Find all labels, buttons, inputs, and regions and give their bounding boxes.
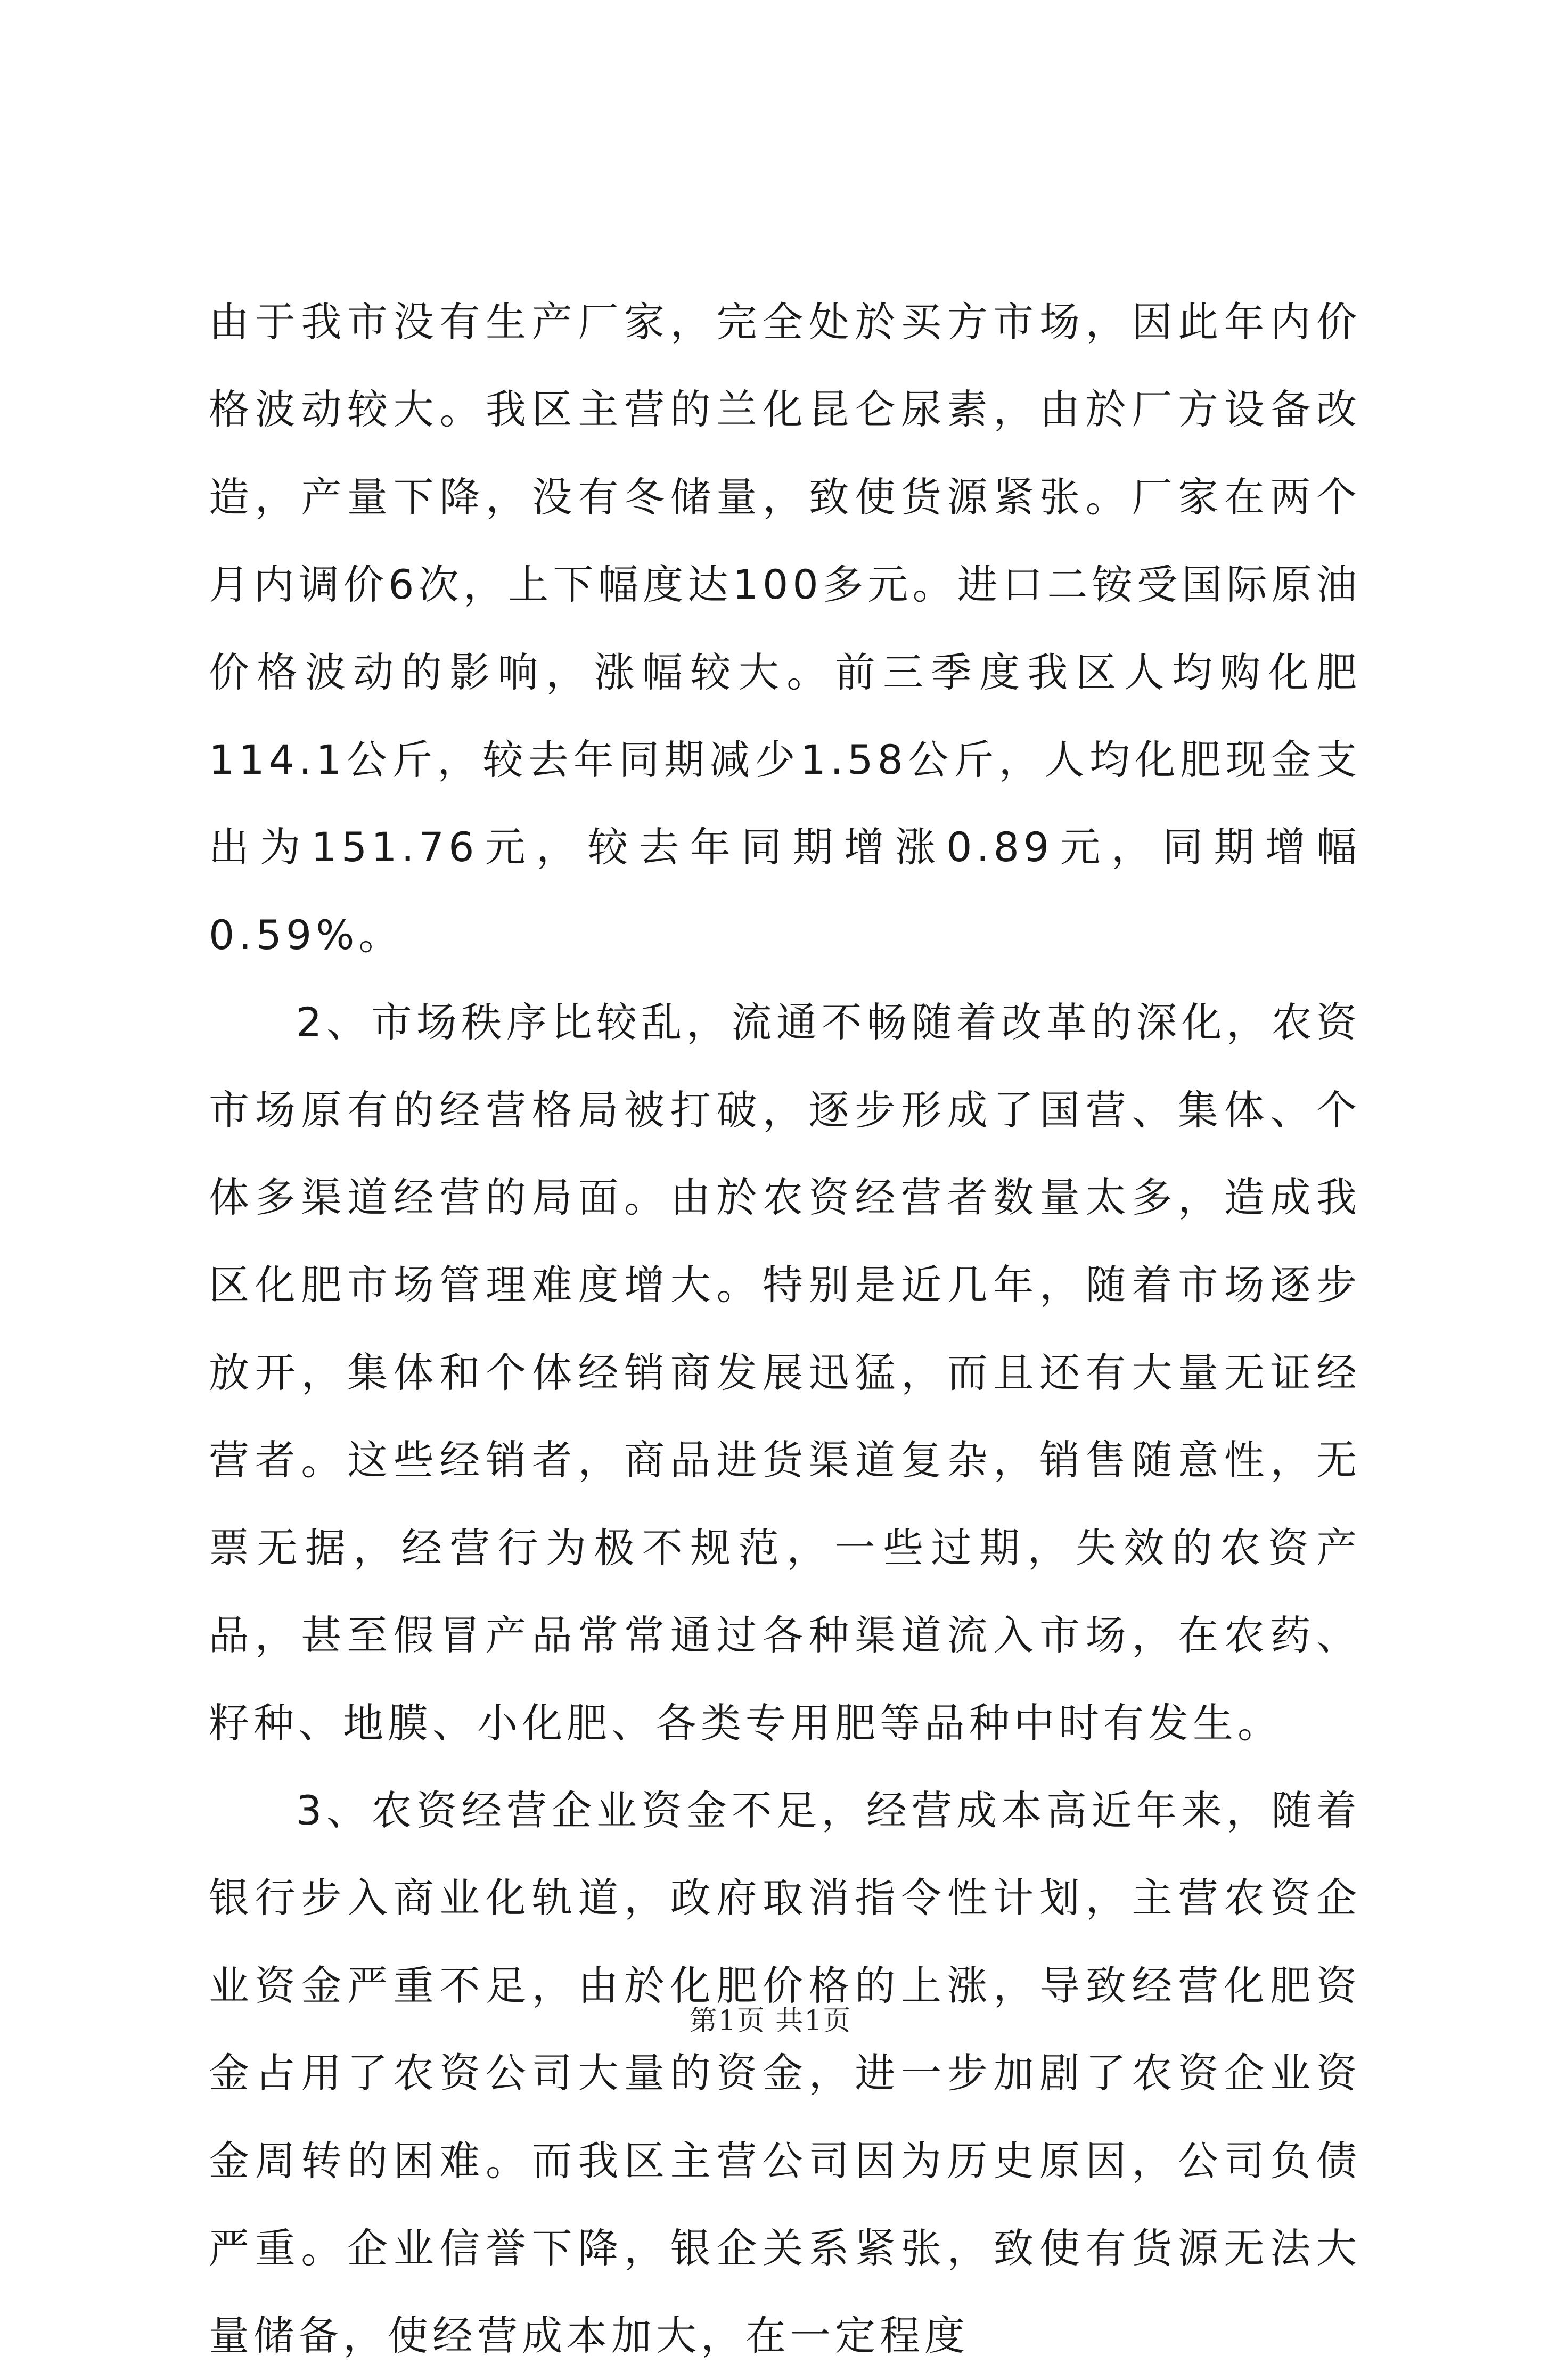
document-body <box>209 279 1361 2380</box>
paragraph-price-fluctuation: 由于我市没有生产厂家，完全处於买方市场，因此年内价格波动较大。我区主营的兰化昆仑尿素，由於厂方设备改造，产量下降，没有冬储量，致使货源紧张。厂家在两个月内调价6次，上下幅度达100多元。进口二铵受国际原油价格波动的影响，涨幅较大。前三季度我区人均购化肥114.1公斤，较去年同期减少1.58公斤，人均化肥现金支出为151.76元，较去年同期增涨0.89元，同期增幅0.59%。 <box>209 298 1361 959</box>
page-number-footer: 第1页 共1页 <box>689 2005 852 2037</box>
paragraph-market-order: 2、市场秩序比较乱，流通不畅随着改革的深化，农资市场原有的经营格局被打破，逐步形成了国营、集体、个体多渠道经营的局面。由於农资经营者数量太多，造成我区化肥市场管理难度增大。特别是近几年，随着市场逐步放开，集体和个体经销商发展迅猛，而且还有大量无证经营者。这些经销者，商品进货渠道复杂，销售随意性，无票无据，经营行为极不规范，一些过期，失效的农资产品，甚至假冒产品常常通过各种渠道流入市场，在农药、籽种、地膜、小化肥、各类专用肥等品种中时有发生。 <box>209 999 1361 1747</box>
paragraph-capital-shortage: 3、农资经营企业资金不足，经营成本高近年来，随着银行步入商业化轨道，政府取消指令性计划，主营农资企业资金严重不足，由於化肥价格的上涨，导致经营化肥资金占用了农资公司大量的资金，进一步加剧了农资企业资金周转的困难。而我区主营公司因为历史原因，公司负债严重。企业信誉下降，银企关系紧张，致使有货源无法大量储备，使经营成本加大，在一定程度 <box>209 1786 1361 2360</box>
